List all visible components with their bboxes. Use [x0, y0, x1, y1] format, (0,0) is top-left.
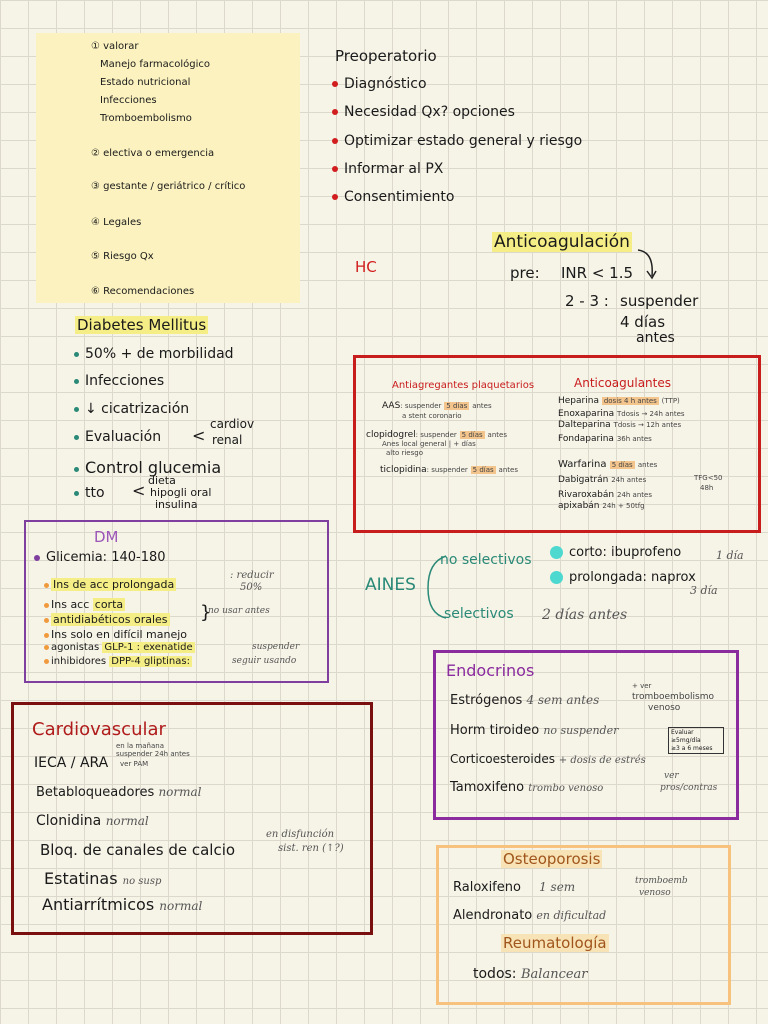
bullet-icon [74, 491, 79, 496]
arrow-icon [636, 248, 660, 284]
diabetes-item: tto [74, 485, 105, 501]
preop-item: Necesidad Qx? opciones [332, 104, 515, 120]
aines-note: 3 día [690, 584, 718, 597]
diabetes-item: 50% + de morbilidad [74, 346, 234, 362]
antiagg-right-title: Anticoagulantes [574, 376, 672, 390]
drug-aas: AAS: suspender 5 días antes [382, 401, 492, 411]
reuma-todos: todos: Balancear [473, 966, 588, 982]
tto-option: dieta [148, 474, 176, 487]
cardio-ieca: IECA / ARA [34, 755, 109, 771]
preop-title: Preoperatorio [335, 47, 437, 65]
aines-prolonged: prolongada: naprox [550, 570, 696, 585]
drug-note: alto riesgo [386, 449, 423, 457]
osteo-note: venoso [639, 888, 671, 898]
bullet-icon [44, 633, 49, 638]
cardio-box [11, 702, 373, 935]
branch-icon: < [132, 481, 146, 500]
diabetes-item: Control glucemia [74, 458, 221, 477]
cardio-note: sist. ren (↑?) [278, 843, 344, 854]
hc-label: HC [355, 258, 377, 276]
cardio-note: ver PAM [120, 760, 149, 768]
bullet-icon [332, 138, 338, 144]
tto-option: insulina [155, 498, 198, 511]
dm-title: DM [94, 528, 119, 546]
diabetes-title: Diabetes Mellitus [77, 316, 207, 334]
sticky-item: ⑥ Recomendaciones [91, 286, 195, 297]
bullet-icon [44, 645, 49, 650]
endo-note: ver [664, 771, 679, 781]
drug-fonda: Fondaparina 36h antes [558, 434, 652, 444]
bullet-icon [550, 546, 563, 559]
bullet-icon [74, 352, 79, 357]
dm-item: Ins acc corta [44, 598, 125, 611]
endo-note: + ver [632, 682, 652, 690]
endo-tamox: Tamoxifeno trombo venoso [450, 780, 604, 795]
drug-dabi: Dabigatrán 24h antes [558, 475, 647, 485]
cardio-note: suspender 24h antes [116, 750, 190, 758]
cardio-title: Cardiovascular [32, 719, 166, 740]
aines-nonselective: no selectivos [440, 552, 532, 568]
sticky-item: ① valorar [91, 41, 139, 52]
bullet-icon [332, 81, 338, 87]
drug-dalte: Dalteparina Tdosis → 12h antes [558, 420, 682, 430]
drug-note: a stent coronario [402, 412, 462, 420]
anticoag-pre: pre: [510, 264, 540, 282]
bullet-icon [332, 166, 338, 172]
endo-box [433, 650, 739, 820]
endo-estrog: Estrógenos 4 sem antes [450, 693, 600, 708]
aines-selective: selectivos [444, 606, 514, 622]
bullet-icon [332, 109, 338, 115]
eval-option: renal [212, 433, 243, 447]
eval-option: cardiov [210, 417, 255, 431]
cardio-clonidina: Clonidina normal [36, 813, 149, 829]
anticoag-days2: 4 días [620, 313, 666, 331]
bullet-icon [44, 659, 49, 664]
endo-note: tromboembolismo [632, 692, 715, 702]
osteo-ralox: Raloxifeno 1 sem [453, 880, 576, 895]
bullet-icon [74, 467, 79, 472]
preop-item: Informar al PX [332, 161, 443, 177]
sticky-item: Estado nutricional [100, 77, 191, 88]
drug-apixa: apixabán 24h + 50tfg [558, 501, 645, 511]
bullet-icon [34, 555, 40, 561]
anticoag-days: 2 - 3 : [565, 292, 609, 310]
dm-box [24, 520, 329, 683]
cardio-note: en disfunción [266, 829, 335, 840]
cortico-note-box: Evaluar ≥5mg/día ≥3 a 6 meses [668, 727, 724, 754]
dm-note: no usar antes [208, 606, 270, 616]
osteo-title: Osteoporosis [503, 850, 601, 868]
bullet-icon [550, 571, 563, 584]
aines-short: corto: ibuprofeno [550, 545, 681, 560]
endo-title: Endocrinos [446, 661, 535, 680]
drug-heparina: Heparina dosis 4 h antes (TTP) [558, 396, 680, 406]
sticky-item: ③ gestante / geriátrico / crítico [91, 181, 246, 192]
dm-item: antidiabéticos orales [44, 613, 170, 626]
osteo-box [436, 845, 731, 1005]
endo-note: pros/contras [660, 783, 718, 793]
drug-clopi: clopidogrel: suspender 5 días antes [366, 430, 507, 440]
cardio-estatinas: Estatinas no susp [44, 869, 162, 888]
bullet-icon [74, 407, 79, 412]
dm-item: agonistas GLP-1 : exenatide [44, 642, 195, 653]
antiagg-box [353, 355, 761, 533]
sticky-item: Infecciones [100, 95, 157, 106]
cardio-antiarr: Antiarrítmicos normal [42, 895, 203, 914]
sticky-note [36, 33, 300, 303]
drug-warfa: Warfarina 5 días antes [558, 459, 658, 470]
osteo-note: tromboemb [635, 876, 688, 886]
dm-note: : reducir [230, 570, 274, 581]
bullet-icon [332, 194, 338, 200]
tto-option: hipogli oral [150, 486, 212, 499]
endo-tiroid: Horm tiroideo no suspender [450, 723, 619, 738]
anticoag-before: antes [636, 330, 675, 346]
dm-glycemia: Glicemia: 140-180 [34, 550, 166, 565]
preop-item: Consentimiento [332, 189, 454, 205]
endo-note: venoso [648, 703, 681, 713]
dm-item: inhibidores DPP-4 gliptinas: [44, 656, 192, 667]
reuma-title: Reumatología [503, 934, 607, 952]
anticoag-inr: INR < 1.5 [561, 264, 634, 282]
osteo-alendro: Alendronato en dificultad [453, 908, 607, 923]
dm-item: Ins de acc prolongada [44, 578, 176, 591]
dm-item: Ins solo en difícil manejo [44, 628, 187, 641]
dm-note: suspender [252, 642, 300, 652]
dm-note: 50% [240, 582, 263, 593]
sticky-item: Tromboembolismo [100, 113, 192, 124]
drug-rivaro: Rivaroxabán 24h antes [558, 490, 652, 500]
aines-note: 2 días antes [542, 607, 628, 623]
bullet-icon [74, 435, 79, 440]
cardio-beta: Betabloqueadores normal [36, 785, 202, 800]
diabetes-item: ↓ cicatrización [74, 401, 189, 417]
cardio-calcio: Bloq. de canales de calcio [40, 841, 236, 859]
bullet-icon [44, 583, 49, 588]
sticky-item: ② electiva o emergencia [91, 148, 215, 159]
aines-note: 1 día [716, 549, 744, 562]
drug-note: Anes local general | + días [382, 440, 476, 448]
sticky-item: ⑤ Riesgo Qx [91, 251, 154, 262]
preop-item: Diagnóstico [332, 76, 427, 92]
diabetes-item: Evaluación [74, 429, 161, 445]
bullet-icon [74, 379, 79, 384]
sticky-item: ④ Legales [91, 217, 142, 228]
drug-ticlo: ticlopidina: suspender 5 días antes [380, 465, 518, 475]
endo-cortico: Corticoesteroides + dosis de estrés [450, 752, 646, 766]
drug-note: TFG<50 [694, 474, 723, 482]
drug-note: 48h [700, 484, 714, 492]
diabetes-item: Infecciones [74, 373, 164, 389]
anticoag-suspend: suspender [620, 292, 699, 310]
bracket-icon: } [200, 602, 212, 623]
antiagg-left-title: Antiagregantes plaquetarios [392, 380, 535, 391]
dm-note: seguir usando [232, 656, 297, 666]
preop-item: Optimizar estado general y riesgo [332, 133, 582, 149]
cardio-note: en la mañana [116, 742, 164, 750]
sticky-item: Manejo farmacológico [100, 59, 211, 70]
bullet-icon [44, 603, 49, 608]
branch-icon: < [192, 426, 206, 445]
anticoag-title: Anticoagulación [494, 232, 630, 252]
drug-enoxa: Enoxaparina Tdosis → 24h antes [558, 409, 685, 419]
bullet-icon [44, 618, 49, 623]
aines-label: AINES [365, 575, 416, 595]
